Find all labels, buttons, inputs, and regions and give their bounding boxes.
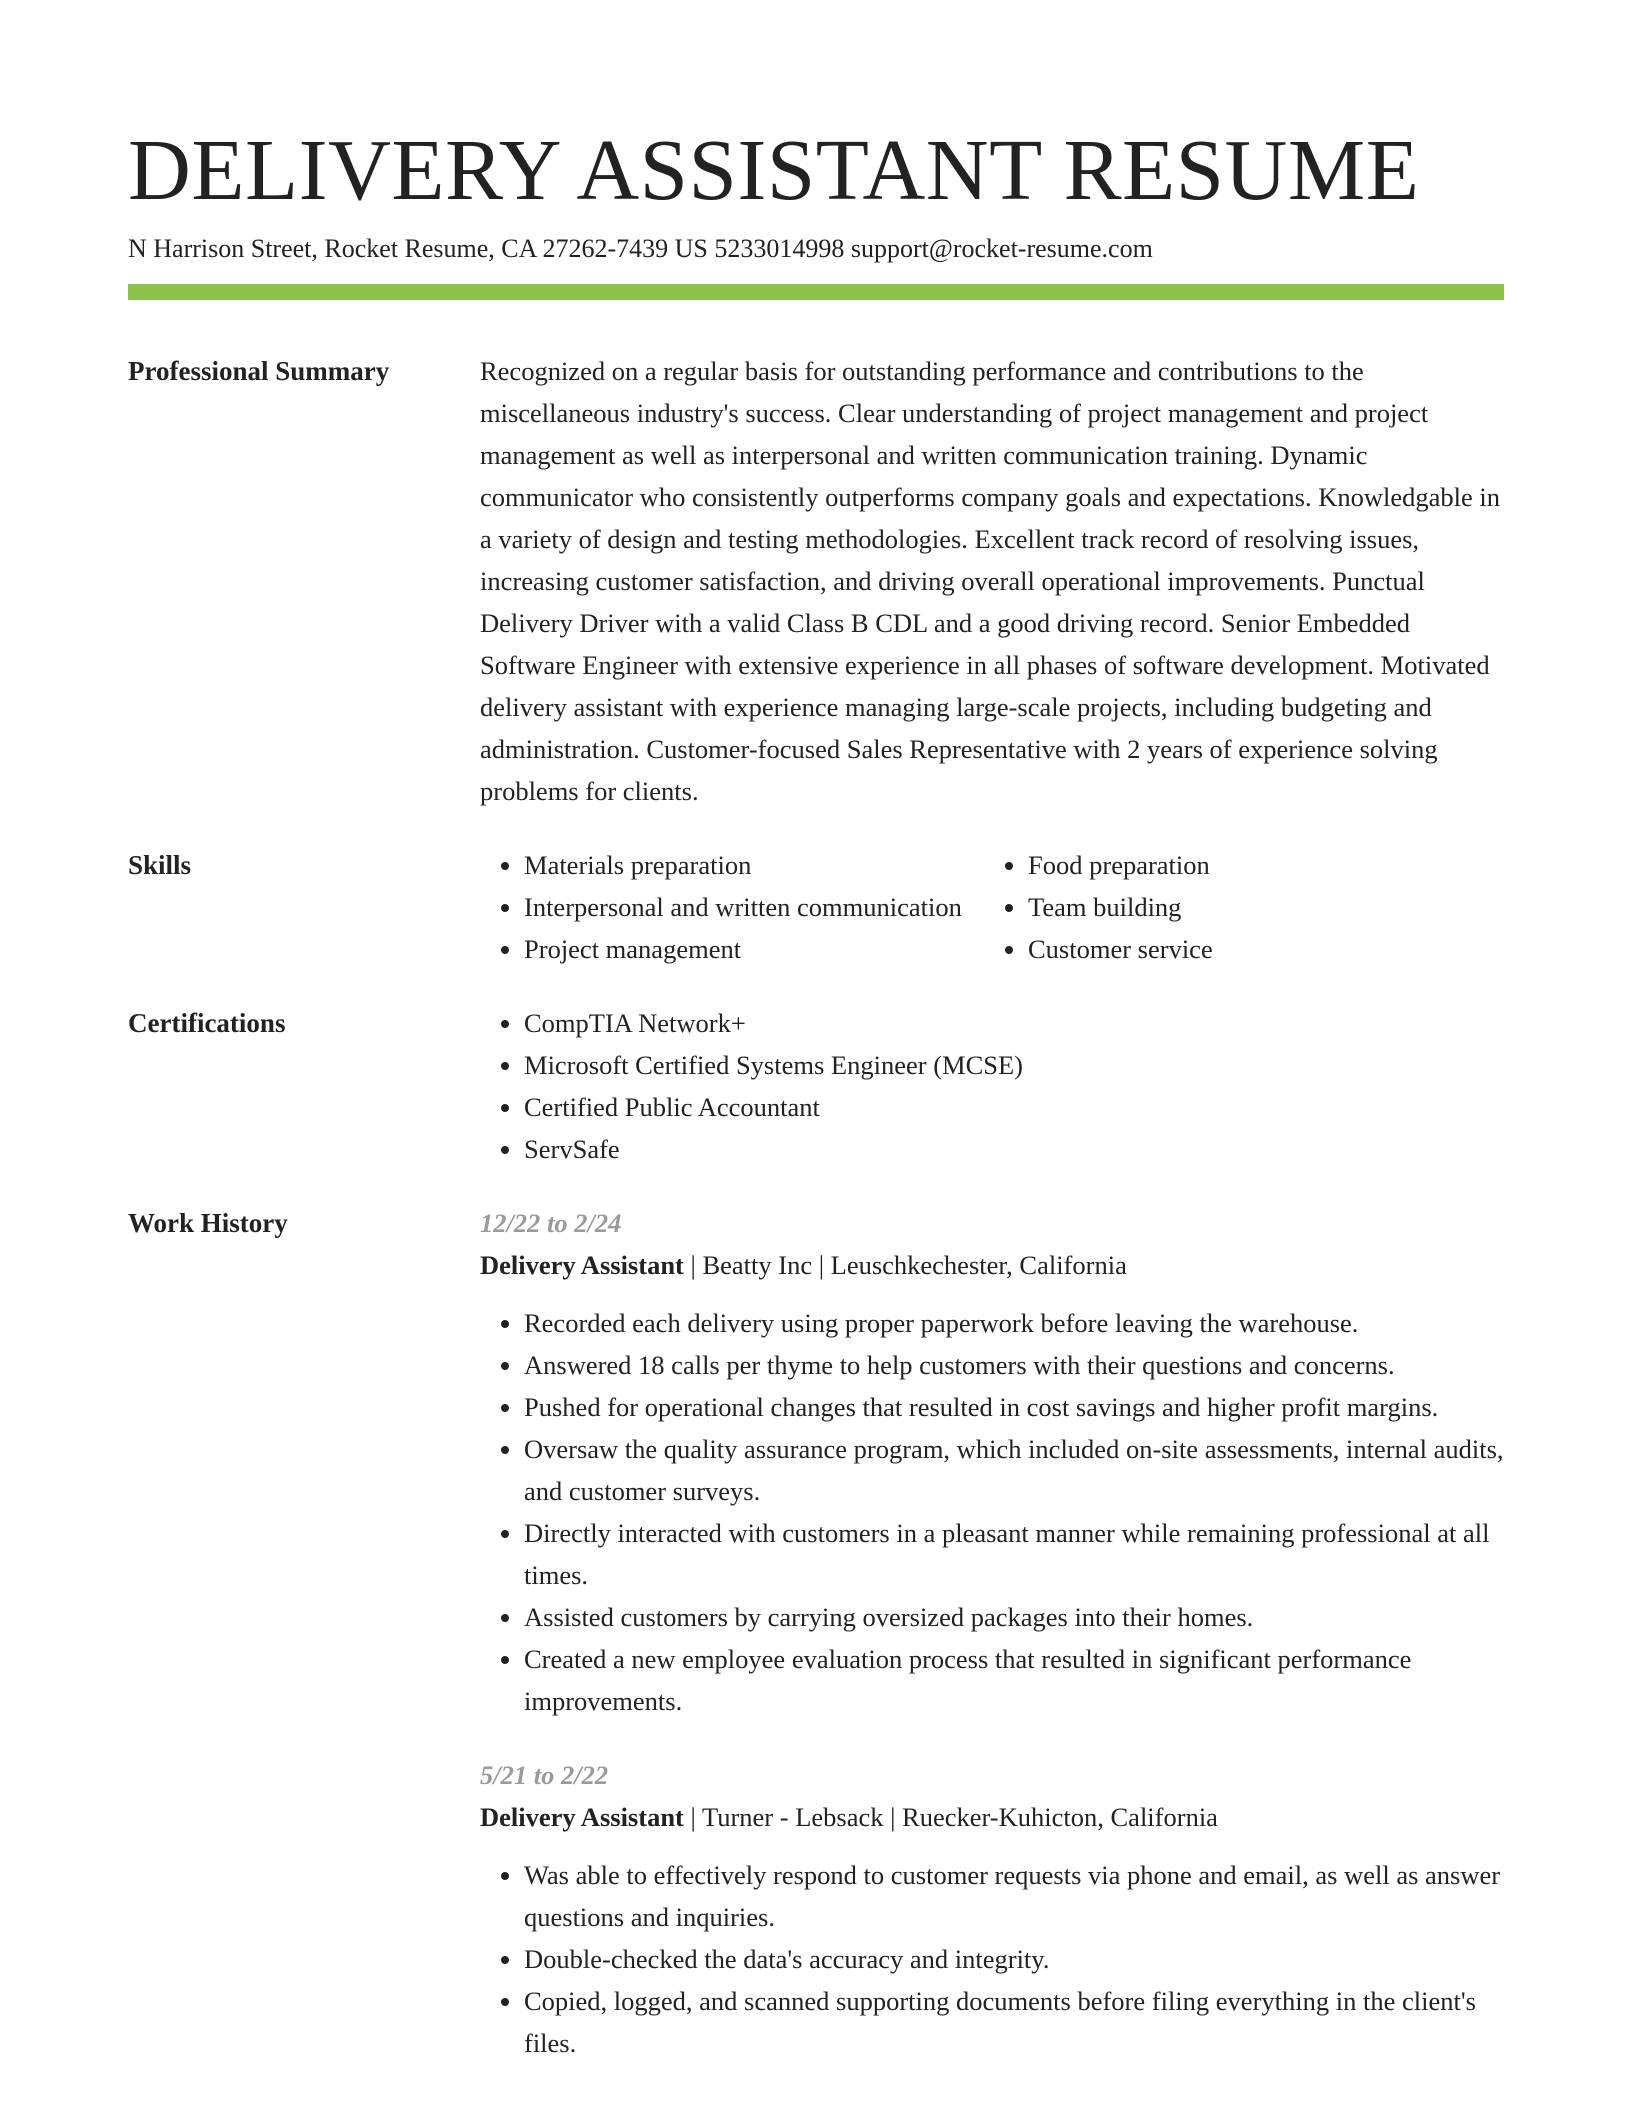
skills-column-right	[984, 844, 1488, 970]
job-bullet: • Oversaw the quality assurance program, which included on-site assessments, internal audits, and customer surveys.	[524, 1428, 1504, 1512]
job-bullet: • Answered 18 calls per thyme to help customers with their questions and concerns.	[524, 1344, 1504, 1386]
contact-info: N Harrison Street, Rocket Resume, CA 27262-7439 US 5233014998 support@rocket-resume.com	[128, 234, 1153, 263]
job-bullet: • Recorded each delivery using proper paperwork before leaving the warehouse.	[524, 1302, 1504, 1344]
job-title: Delivery Assistant	[480, 1250, 684, 1280]
job-dates: 12/22 to 2/24	[480, 1208, 622, 1238]
job-bullet: • Was able to effectively respond to customer requests via phone and email, as well as answer questions and inquiries.	[524, 1854, 1504, 1938]
job-heading	[480, 1796, 1504, 1838]
skill-item: • Team building	[1028, 886, 1488, 928]
work-history-heading: Work History	[128, 1208, 288, 1238]
skill-item: • Food preparation	[1028, 844, 1488, 886]
certification-item: • CompTIA Network+	[524, 1002, 1504, 1044]
job-heading	[480, 1244, 1504, 1286]
certifications-heading: Certifications	[128, 1008, 286, 1038]
job-employer-location: | Turner - Lebsack | Ruecker-Kuhicton, California	[683, 1802, 1218, 1832]
certification-item: • ServSafe	[524, 1128, 1504, 1170]
work-history-section	[128, 1202, 1504, 2064]
skills-column-left	[480, 844, 984, 970]
skills-heading: Skills	[128, 850, 192, 880]
skill-item: • Project management	[524, 928, 984, 970]
job-bullet: • Double-checked the data's accuracy and integrity.	[524, 1938, 1504, 1980]
certification-item: • Certified Public Accountant	[524, 1086, 1504, 1128]
job-bullet: • Directly interacted with customers in a pleasant manner while remaining professional at all times.	[524, 1512, 1504, 1596]
summary-text: Recognized on a regular basis for outstanding performance and contributions to the miscellaneous industry's success. Clear understanding of project management and project management as well as interpersonal and written communication training. Dynamic communicator who consistently outperforms company goals and expectations. Knowledgable in a variety of design and testing methodologies. Excellent track record of resolving issues, increasing customer satisfaction, and driving overall operational improvements. Punctual Delivery Driver with a valid Class B CDL and a good driving record. Senior Embedded Software Engineer with extensive experience in all phases of software development. Motivated delivery assistant with experience managing large-scale projects, including budgeting and administration. Customer-focused Sales Representative with 2 years of experience solving problems for clients.	[480, 356, 1501, 806]
job-employer-location: | Beatty Inc | Leuschkechester, California	[683, 1250, 1127, 1280]
job-bullet: • Copied, logged, and scanned supporting documents before filing everything in the client's files.	[524, 1980, 1504, 2064]
skill-item: • Materials preparation	[524, 844, 984, 886]
job-dates: 5/21 to 2/22	[480, 1760, 609, 1790]
job-bullet: • Assisted customers by carrying oversized packages into their homes.	[524, 1596, 1504, 1638]
accent-divider	[128, 284, 1504, 300]
skills-grid	[480, 844, 1504, 970]
certifications-section	[128, 1002, 1504, 1170]
skill-item: • Customer service	[1028, 928, 1488, 970]
skills-section	[128, 844, 1504, 970]
resume-page	[128, 0, 1504, 2064]
job-bullet: • Created a new employee evaluation process that resulted in significant performance improvements.	[524, 1638, 1504, 1722]
summary-heading: Professional Summary	[128, 356, 390, 386]
certification-item: • Microsoft Certified Systems Engineer (MCSE)	[524, 1044, 1504, 1086]
job-entry	[480, 1202, 1504, 1722]
skill-item: • Interpersonal and written communication	[524, 886, 984, 928]
job-bullet: • Pushed for operational changes that resulted in cost savings and higher profit margins.	[524, 1386, 1504, 1428]
summary-section	[128, 350, 1504, 812]
job-title: Delivery Assistant	[480, 1802, 684, 1832]
job-entry	[480, 1754, 1504, 2064]
resume-title: DELIVERY ASSISTANT RESUME	[128, 121, 1420, 218]
